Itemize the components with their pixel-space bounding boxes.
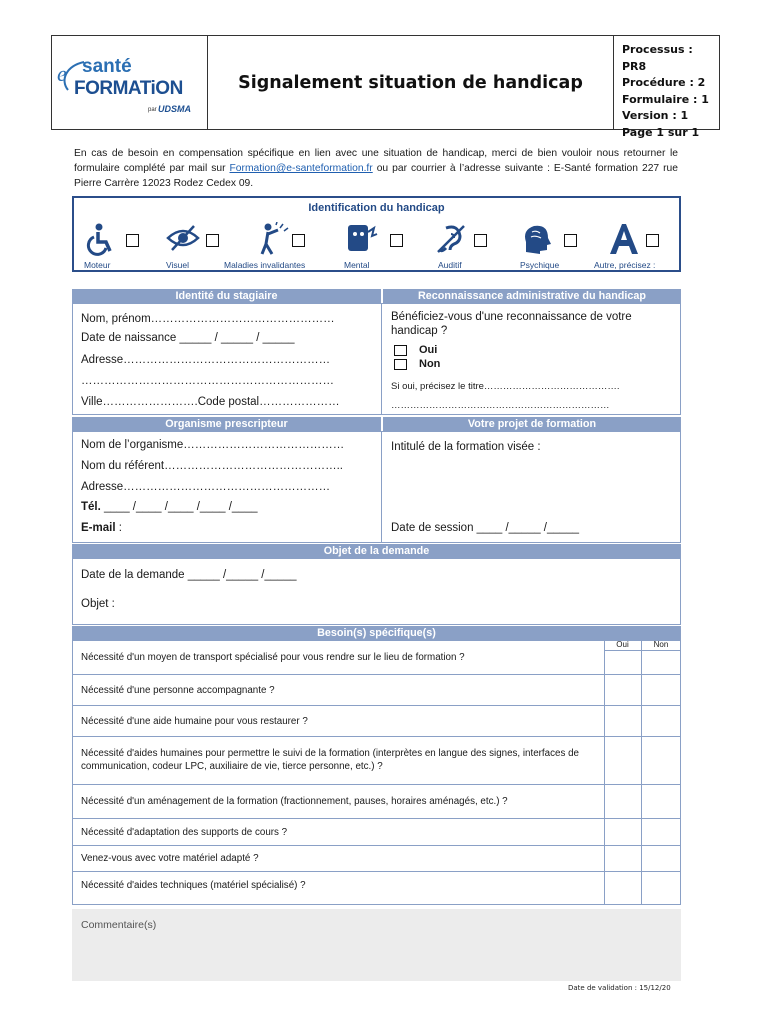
checkbox-visuel[interactable] (206, 234, 219, 247)
besoin-question: Venez-vous avec votre matériel adapté ? (81, 853, 259, 864)
commentaire-field[interactable] (72, 909, 681, 981)
meta-page: Page 1 sur 1 (622, 125, 700, 139)
besoin-row (72, 819, 681, 846)
besoin-row (72, 846, 681, 872)
document-header (51, 35, 720, 139)
besoin-question: Nécessité d'aides humaines pour permettre le suivi de la formation (interprètes en langue des signes, interfaces de communication, codeur LPC, auxiliaire de vie, tierce personne, etc.) ? (81, 748, 579, 772)
label-non: Non (419, 358, 441, 370)
handicap-identification-box (72, 196, 681, 272)
label-maladies: Maladies invalidantes (224, 260, 306, 270)
besoin-question: Nécessité d'adaptation des supports de cours ? (81, 827, 288, 838)
identite-band: Identité du stagiaire (72, 289, 381, 303)
field-telephone[interactable] (81, 501, 257, 513)
document-meta (614, 36, 719, 139)
organisme-band: Organisme prescripteur (72, 417, 381, 431)
title-cell (208, 36, 614, 129)
meta-procedure: Procédure : 2 (622, 76, 706, 89)
checkbox-maladies[interactable] (292, 234, 305, 247)
besoin-question: Nécessité d'un aménagement de la formation (fractionnement, pauses, horaires aménagés, etc.) ? (81, 796, 508, 807)
commentaire-label: Commentaire(s) (81, 919, 157, 931)
tel-value: ____ /____ /____ /____ /____ (100, 501, 258, 513)
handicap-option-psychique (520, 222, 600, 272)
label-oui: Oui (419, 344, 438, 356)
email-value: : (115, 522, 122, 534)
meta-version: Version : 1 (622, 109, 689, 122)
label-autre: Autre, précisez : (594, 260, 656, 270)
wheelchair-icon (84, 222, 118, 256)
col-header-oui: Oui (604, 640, 641, 651)
label-tel: Tél. (81, 501, 101, 513)
field-intitule-formation[interactable]: Intitulé de la formation visée : (391, 441, 541, 453)
handicap-option-autre (594, 222, 680, 272)
intro-paragraph (74, 146, 678, 191)
col-header-non: Non (641, 640, 681, 651)
logo-formation: FORMATiON (74, 78, 183, 99)
checkbox-mental[interactable] (390, 234, 403, 247)
besoin-question: Nécessité d'une aide humaine pour vous restaurer ? (81, 716, 308, 727)
besoin-question: Nécessité d'un moyen de transport spécialisé pour vous rendre sur le lieu de formation ? (81, 652, 465, 663)
field-nom-prenom[interactable]: Nom, prénom………………………………………… (81, 313, 335, 325)
field-objet[interactable]: Objet : (81, 598, 115, 610)
field-date-demande[interactable]: Date de la demande _____ /_____ /_____ (81, 569, 297, 581)
mental-head-icon (344, 222, 378, 256)
label-visuel: Visuel (166, 260, 189, 270)
besoin-row (72, 706, 681, 737)
field-date-naissance[interactable]: Date de naissance _____ / _____ / _____ (81, 332, 295, 344)
logo (52, 36, 208, 129)
field-date-session[interactable]: Date de session ____ /_____ /_____ (391, 522, 579, 534)
label-moteur: Moteur (84, 260, 111, 270)
intro-text-after: ou par courrier à l’adresse suivante : E-Santé formation 227 rue Pierre Carrère 12023 Rodez Cedex 09. (74, 163, 679, 189)
reconnaissance-band: Reconnaissance administrative du handicap (383, 289, 681, 303)
label-email: E-mail (81, 522, 116, 534)
handicap-option-moteur (84, 222, 154, 272)
field-titre-reconnaissance-2[interactable]: …………………………………………………………… (391, 400, 610, 411)
checkbox-oui[interactable] (394, 345, 407, 356)
field-nom-organisme[interactable]: Nom de l’organisme…………………………………… (81, 439, 345, 451)
checkbox-auditif[interactable] (474, 234, 487, 247)
handicap-option-auditif (434, 222, 514, 272)
besoins-band: Besoin(s) spécifique(s) (72, 626, 681, 640)
field-adresse-organisme[interactable]: Adresse……………………………………………… (81, 481, 331, 493)
date-validation: Date de validation : 15/12/20 (568, 984, 671, 992)
handicap-option-mental (344, 222, 414, 272)
besoin-row (72, 640, 681, 675)
ear-icon (434, 222, 468, 256)
label-mental: Mental (344, 260, 370, 270)
logo-e: e (57, 61, 67, 86)
checkbox-moteur[interactable] (126, 234, 139, 247)
contact-email-link[interactable]: Formation@e-santeformation.fr (229, 163, 373, 174)
page-title: Signalement situation de handicap (238, 72, 583, 93)
handicap-identification-title: Identification du handicap (308, 202, 445, 214)
intro-text-before: En cas de besoin en compensation spécifique en lien avec une situation de handicap, merci de bien vouloir nous retourner le formulaire complété par mail sur (74, 148, 678, 174)
meta-processus: Processus : PR8 (622, 43, 693, 73)
besoin-row (72, 675, 681, 706)
demande-band: Objet de la demande (72, 544, 681, 558)
label-psychique: Psychique (520, 260, 560, 270)
option-oui[interactable] (394, 344, 437, 356)
letter-a-icon (606, 222, 640, 256)
checkbox-autre[interactable] (646, 234, 659, 247)
field-ville-code-postal[interactable]: Ville…………………….Code postal………………… (81, 396, 340, 408)
besoin-question: Nécessité d'une personne accompagnante ? (81, 685, 275, 696)
label-auditif: Auditif (438, 260, 462, 270)
field-adresse-2[interactable]: ………………………………………………………… (81, 375, 334, 387)
field-adresse[interactable]: Adresse……………………………………………… (81, 354, 331, 366)
brain-head-icon (520, 222, 554, 256)
meta-formulaire: Formulaire : 1 (622, 92, 709, 106)
field-titre-reconnaissance[interactable]: Si oui, précisez le titre……………………………………. (391, 381, 620, 392)
projet-band: Votre projet de formation (383, 417, 681, 431)
besoin-row (72, 872, 681, 905)
eye-icon (166, 222, 200, 256)
invalid-person-icon (258, 222, 292, 256)
reconnaissance-question: Bénéficiez-vous d'une reconnaissance de votre handicap ? (391, 311, 632, 337)
field-email[interactable] (81, 522, 122, 534)
besoin-question: Nécessité d'aides techniques (matériel spécialisé) ? (81, 880, 306, 891)
besoin-row (72, 737, 681, 785)
logo-sante: santé (82, 56, 132, 77)
handicap-option-maladies (224, 222, 344, 272)
logo-udsma: UDSMA (158, 104, 191, 114)
option-non[interactable] (394, 358, 440, 370)
logo-par: par (148, 107, 157, 113)
checkbox-psychique[interactable] (564, 234, 577, 247)
checkbox-non[interactable] (394, 359, 407, 370)
field-nom-referent[interactable]: Nom du référent……………………………………….. (81, 460, 343, 472)
besoin-row (72, 785, 681, 819)
